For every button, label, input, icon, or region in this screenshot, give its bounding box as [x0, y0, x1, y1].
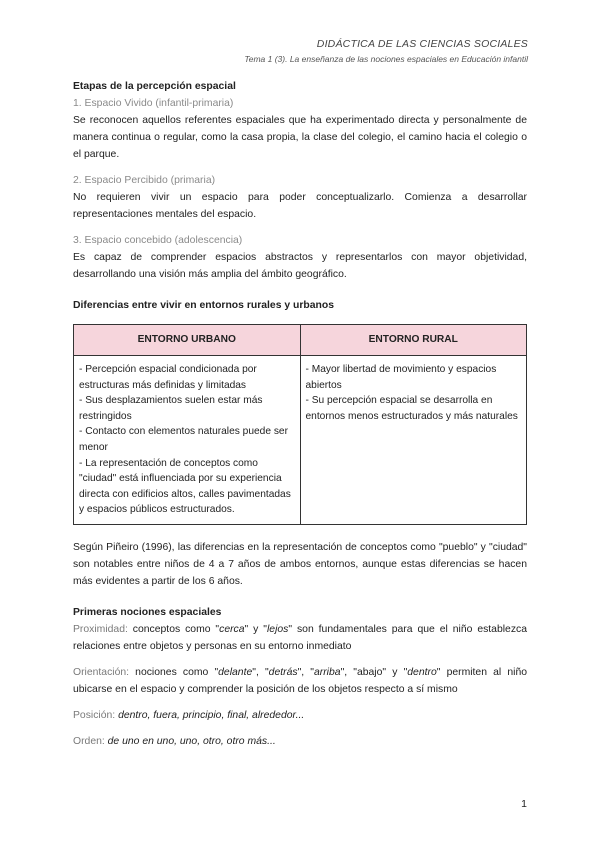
nocion-label: Proximidad:: [73, 623, 128, 635]
nocion-label: Orden:: [73, 735, 105, 747]
nocion-text: " son fundamentales para que el niño establezca relaciones entre objetos y personas en su entorno inmediato: [73, 623, 527, 652]
nocion-term: dentro: [407, 666, 437, 678]
nocion-label: Posición:: [73, 709, 116, 721]
etapa-heading: 2. Espacio Percibido (primaria): [73, 175, 216, 186]
etapa-text: Se reconocen aquellos referentes espaciales que ha experimentado directa y personalmente de manera continua o regular, como la casa propia, la clase del colegio, el camino hacia el colegio o el parque.: [73, 115, 527, 160]
table-cell-urbano: [74, 356, 301, 525]
etapa-heading: 1. Espacio Vivido (infantil-primaria): [73, 98, 234, 109]
etapa-1: [73, 95, 527, 163]
nocion-term: cerca: [219, 623, 245, 635]
list-item: - Mayor libertad de movimiento y espacios abiertos: [305, 364, 497, 391]
table-header-urbano: ENTORNO URBANO: [74, 325, 301, 356]
etapa-heading: 3. Espacio concebido (adolescencia): [73, 235, 243, 246]
list-item: - Sus desplazamientos suelen estar más restringidos: [79, 395, 263, 422]
nocion-text: ", "abajo" y ": [340, 666, 408, 678]
nocion-text: conceptos como ": [127, 623, 220, 635]
nocion-text: de uno en uno, uno, otro, otro más...: [107, 735, 276, 747]
list-item: - Contacto con elementos naturales puede ser menor: [79, 426, 288, 453]
nocion-orden: [73, 733, 527, 750]
header-title: DIDÁCTICA DE LAS CIENCIAS SOCIALES: [316, 38, 528, 50]
comparison-table: [73, 324, 527, 525]
nocion-text: ", ": [252, 666, 269, 678]
etapa-text: No requieren vivir un espacio para poder conceptualizarlo. Comienza a desarrollar representaciones mentales del espacio.: [73, 192, 527, 220]
nocion-term: delante: [218, 666, 253, 678]
nocion-posicion: [73, 707, 527, 724]
table-header-rural: ENTORNO RURAL: [300, 325, 527, 356]
pineiro-note: Según Piñeiro (1996), las diferencias en la representación de conceptos como "pueblo" y "ciudad" son notables entre niños de 4 a 7 años de ambos entornos, aunque estas diferencias se hacen más evidentes a partir de los 6 años.: [73, 541, 527, 587]
nocion-orientacion: [73, 664, 527, 698]
section-title-nociones: Primeras nociones espaciales: [73, 606, 222, 618]
nocion-term: detrás: [268, 666, 298, 678]
page-number: 1: [521, 798, 527, 810]
nocion-text: " y ": [244, 623, 267, 635]
document-body: [73, 78, 527, 750]
etapa-2: [73, 172, 527, 223]
nocion-text: " permiten al niño ubicarse en el espacio y comprender la posición de los objetos respecto a sí mismo: [73, 666, 528, 695]
nocion-text: dentro, fuera, principio, final, alrededor...: [118, 709, 305, 721]
section-title-diferencias: Diferencias entre vivir en entornos rurales y urbanos: [73, 300, 335, 311]
nocion-label: Orientación:: [73, 666, 130, 678]
nocion-text: nociones como ": [129, 666, 219, 678]
header-subtitle: Tema 1 (3). La enseñanza de las nociones espaciales en Educación infantil: [244, 54, 528, 64]
etapa-3: [73, 232, 527, 283]
list-item: - Percepción espacial condicionada por estructuras más definidas y limitadas: [79, 364, 257, 391]
list-item: - La representación de conceptos como "ciudad" está influenciada por su experiencia directa con edificios altos, calles pavimentadas y espacios públicos estructurados.: [79, 457, 291, 516]
table-cell-rural: [300, 356, 527, 525]
nocion-term: arriba: [313, 666, 341, 678]
section-title-etapas: Etapas de la percepción espacial: [73, 81, 236, 92]
list-item: - Su percepción espacial se desarrolla en entornos menos estructurados y más naturales: [305, 395, 518, 422]
etapa-text: Es capaz de comprender espacios abstractos y representarlos con mayor objetividad, desarrollando una visión más amplia del ámbito geográfico.: [73, 252, 527, 280]
nocion-proximidad: [73, 621, 527, 655]
nocion-term: lejos: [266, 623, 289, 635]
nocion-text: ", ": [297, 666, 314, 678]
page-header: [244, 38, 528, 64]
